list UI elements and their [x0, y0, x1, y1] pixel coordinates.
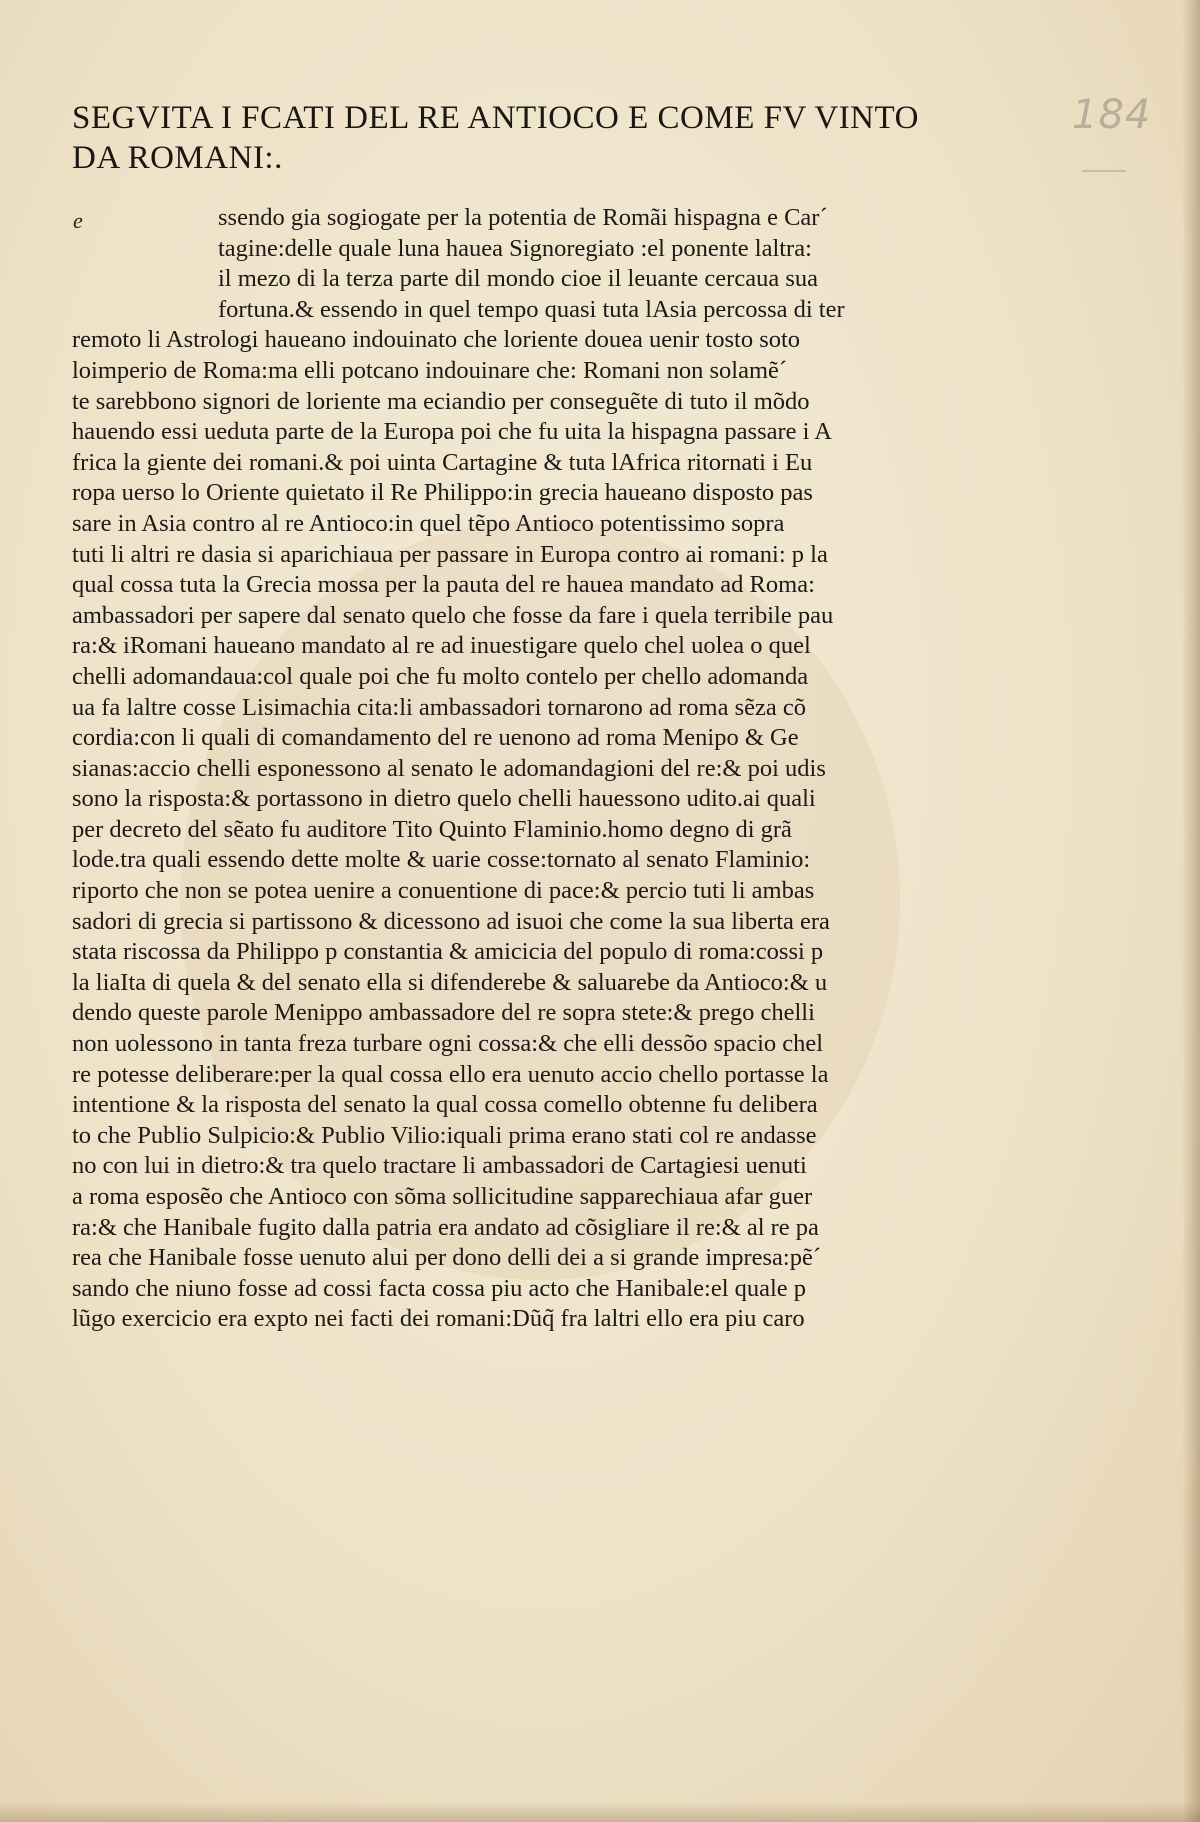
text-line: stata riscossa da Philippo p constantia & amicicia del populo di roma:cossi p: [72, 938, 824, 966]
text-line: remoto li Astrologi haueano indouinato che loriente douea uenir tosto soto: [72, 326, 801, 354]
text-line: frica la giente dei romani.& poi uinta Cartagine & tuta lAfrica ritornati i Eu: [72, 448, 813, 476]
text-line: ra:& iRomani haueano mandato al re ad inuestigare quelo chel uolea o quel: [72, 632, 811, 660]
text-line: per decreto del sẽato fu auditore Tito Quinto Flaminio.homo degno di grã: [72, 815, 792, 843]
text-line: sono la risposta:& portassono in dietro quelo chelli hauessono udito.ai quali: [72, 785, 816, 813]
initial-guide-letter: e: [73, 208, 83, 233]
text-line: intentione & la risposta del senato la qual cossa comello obtenne fu delibera: [72, 1091, 818, 1119]
text-line: ua fa laltre cosse Lisimachia cita:li ambassadori tornarono ad roma sẽza cõ: [72, 693, 807, 721]
text-line: sando che niuno fosse ad cossi facta cossa piu acto che Hanibale:el quale p: [72, 1274, 807, 1302]
text-line: fortuna.& essendo in quel tempo quasi tuta lAsia percossa di ter: [218, 295, 845, 323]
text-line: loimperio de Roma:ma elli potcano indouinare che: Romani non solamẽ´: [72, 356, 788, 384]
text-line: lũgo exercicio era expto nei facti dei romani:Dũq̃ fra laltri ello era piu caro: [72, 1305, 805, 1333]
text-line: to che Publio Sulpicio:& Publio Vilio:iquali prima erano stati col re andasse: [72, 1121, 817, 1149]
text-line: hauendo essi ueduta parte de la Europa poi che fu uita la hispagna passare i A: [72, 418, 832, 446]
text-line: ssendo gia sogiogate per la potentia de Romãi hispagna e Car´: [218, 204, 828, 231]
text-line: a roma esposẽo che Antioco con sõma sollicitudine sapparechiaua afar guer: [72, 1183, 813, 1210]
text-line: sadori di grecia si partissono & dicessono ad isuoi che come la sua liberta era: [72, 907, 830, 935]
text-line: no con lui in dietro:& tra quelo tractare li ambassadori de Cartagiesi uenuti: [72, 1152, 807, 1180]
text-line: chelli adomandaua:col quale poi che fu molto contelo per chello adomanda: [72, 662, 809, 690]
text-line: sare in Asia contro al re Antioco:in quel tẽpo Antioco potentissimo sopra: [72, 509, 785, 537]
text-line: re potesse deliberare:per la qual cossa ello era uenuto accio chello portasse la: [72, 1060, 829, 1088]
text-line: cordia:con li quali di comandamento del re uenono ad roma Menipo & Ge: [72, 724, 799, 752]
page-bottom-shadow: [0, 1802, 1200, 1822]
text-line: dendo queste parole Menippo ambassadore del re sopra stete:& prego chelli: [72, 999, 815, 1027]
text-line: tagine:delle quale luna hauea Signoregiato :el ponente laltra:: [218, 234, 812, 262]
pencil-mark: [1082, 170, 1126, 172]
text-line: lode.tra quali essendo dette molte & uarie cosse:tornato al senato Flaminio:: [72, 846, 811, 874]
text-line: il mezo di la terza parte dil mondo cioe il leuante cercaua sua: [218, 265, 818, 293]
body-text: [0, 203, 1200, 1335]
text-line: ra:& che Hanibale fugito dalla patria era andato ad cõsigliare il re:& al re pa: [72, 1213, 819, 1241]
text-line: non uolessono in tanta freza turbare ogni cossa:& che elli dessõo spacio chel: [72, 1030, 824, 1058]
text-line: te sarebbono signori de loriente ma eciandio per conseguẽte di tuto il mõdo: [72, 387, 810, 415]
text-line: ropa uerso lo Oriente quietato il Re Philippo:in grecia haueano disposto pas: [72, 479, 813, 507]
text-line: tuti li altri re dasia si aparichiaua per passare in Europa contro ai romani: p la: [72, 540, 828, 568]
text-line: rea che Hanibale fosse uenuto alui per dono delli dei a si grande impresa:pẽ´: [72, 1244, 822, 1272]
text-line: qual cossa tuta la Grecia mossa per la pauta del re hauea mandato ad Roma:: [72, 571, 815, 599]
text-line: la liaIta di quela & del senato ella si difenderebe & saluarebe da Antioco:& u: [72, 968, 828, 996]
folio-number: 184: [1072, 92, 1152, 138]
chapter-heading: SEGVITA I FCATI DEL RE ANTIOCO E COME FV VINTO DA ROMANI:.: [72, 100, 919, 176]
text-line: riporto che non se potea uenire a conuentione di pace:& percio tuti li ambas: [72, 877, 815, 905]
text-line: ambassadori per sapere dal senato quelo che fosse da fare i quela terribile pau: [72, 601, 834, 629]
text-line: sianas:accio chelli esponessono al senato le adomandagioni del re:& poi udis: [72, 754, 826, 782]
